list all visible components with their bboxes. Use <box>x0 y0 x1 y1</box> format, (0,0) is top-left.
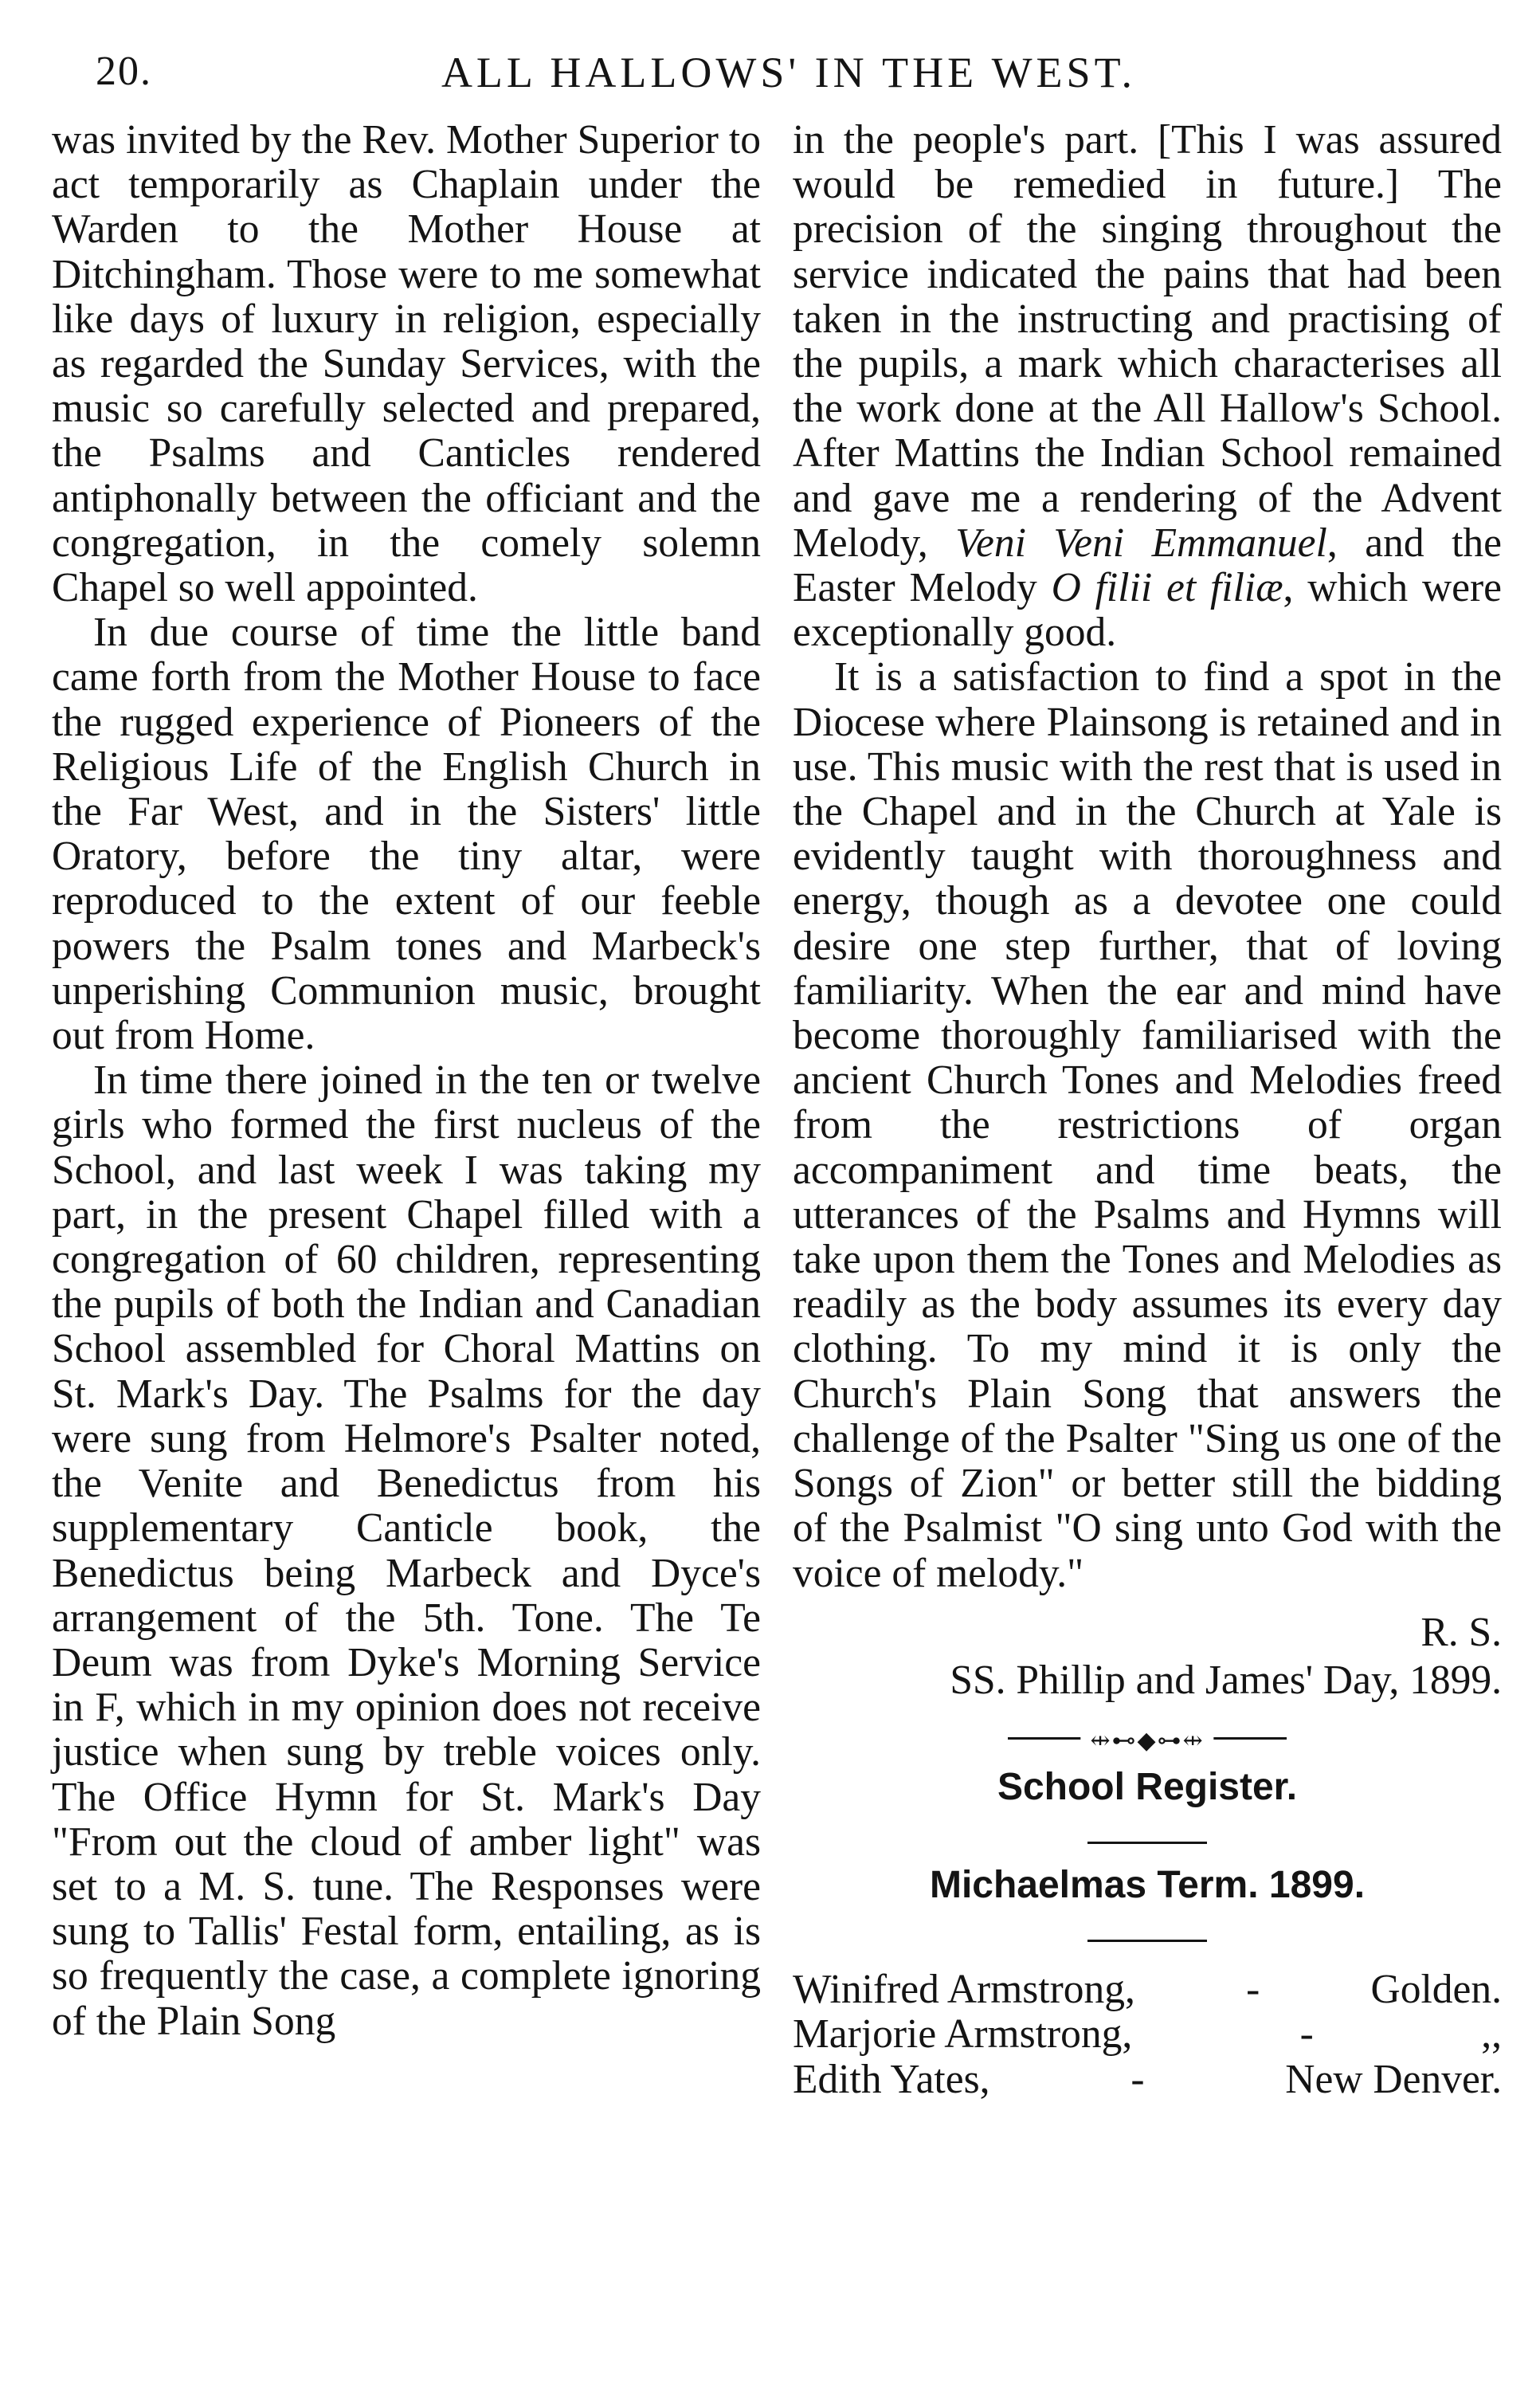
register-entry <box>793 2012 1502 2057</box>
paragraph-text: , which were exceptionally good. <box>793 565 1503 656</box>
subsection-heading: Michaelmas Term. 1899. <box>929 1864 1366 1907</box>
right-column <box>793 118 1502 2102</box>
register-list <box>793 1967 1502 2102</box>
paragraph: In due course of time the little band came forth from the Mother House to face the rugged experience of Pioneers of the Religious Life of the English Church in the Far West, and in the Sisters' little Oratory, before the tiny altar, were reproduced to the extent of our feeble powers the Psalm tones and Marbeck's unperishing Communion music, brought out from Home. <box>52 610 761 1059</box>
register-entry <box>793 2058 1502 2102</box>
page-header <box>96 48 1482 104</box>
paragraph-text: , and the Easter Melody <box>793 520 1502 611</box>
ornament-icon: ⇹⊷◆⊶⇹ <box>1080 1719 1213 1763</box>
paragraph: In time there joined in the ten or twelve girls who formed the first nucleus of the School, and last week I was taking my part, in the present Chapel filled with a congregation of 60 children, representing the pupils of both the Indian and Canadian School assembled for Choral Mattins on St. Mark's Day. The Psalms for the day were sung from Helmore's Psalter noted, the Venite and Benedictus from his supplementary Canticle book, the Benedictus being Marbeck and Dyce's arrangement of the 5th. Tone. The Te Deum was from Dyke's Morning Service in F, which in my opinion does not receive justice when sung by treble voices only. The Office Hymn for St. Mark's Day "From out the cloud of amber light" was set to a M. S. tune. The Responses were sung to Tallis' Festal form, entailing, as is so frequently the case, a complete ignoring of the Plain Song <box>52 1057 761 2044</box>
hymn-title-italic: O filii et filiæ <box>1051 565 1283 611</box>
dateline: SS. Phillip and James' Day, 1899. <box>950 1657 1502 1703</box>
pupil-name: Winifred Armstrong, <box>793 1967 1135 2013</box>
pupil-hometown: ,, <box>1481 2011 1502 2058</box>
pupil-name: Marjorie Armstrong, <box>793 2011 1133 2058</box>
pupil-name: Edith Yates, <box>793 2056 990 2102</box>
separator-dash: - <box>1299 2011 1314 2058</box>
pupil-hometown: New Denver. <box>1285 2056 1502 2102</box>
divider-rule <box>1087 1940 1207 1942</box>
paragraph <box>793 118 1502 655</box>
section-heading: School Register. <box>997 1766 1298 1809</box>
paragraph-text: in the people's part. [This I was assured would be remedied in future.] The precision of the singing throughout the service indicated the pains that had been taken in the instructing and practising of the pupils, a mark which characterises all the work done at the All Hallow's School. After Mattins the Indian School remained and gave me a rendering of the Advent Melody, <box>793 117 1502 566</box>
running-title: ALL HALLOWS' IN THE WEST. <box>441 49 1137 96</box>
register-entry <box>793 1967 1502 2012</box>
separator-dash: - <box>1131 2056 1145 2102</box>
signature: R. S. <box>1420 1609 1502 1655</box>
hymn-title-italic: Veni Veni Emmanuel <box>955 520 1327 566</box>
left-column <box>52 118 761 2044</box>
page-number: 20. <box>96 49 152 94</box>
paragraph: was invited by the Rev. Mother Superior to act temporarily as Chaplain under the Warden to the Mother House at Ditchingham. Those were to me somewhat like days of luxury in religion, especially as regarded the Sunday Services, with the music so carefully selected and prepared, the Psalms and Canticles rendered antiphonally between the officiant and the congregation, in the comely solemn Chapel so well appointed. <box>52 117 761 611</box>
pupil-hometown: Golden. <box>1370 1967 1502 2013</box>
paragraph: It is a satisfaction to find a spot in the Diocese where Plainsong is retained and in use. This music with the rest that is used in the Chapel and in the Church at Yale is evidently taught with thoroughness and energy, though as a devotee one could desire one step further, that of loving familiarity. When the ear and mind have become thoroughly familiarised with the ancient Church Tones and Melodies freed from the restrictions of organ accompaniment and time beats, the utterances of the Psalms and Hymns will take upon them the Tones and Melodies as readily as the body assumes its every day clothing. To my mind it is only the Church's Plain Song that answers the challenge of the Psalter "Sing us one of the Songs of Zion" or better still the bidding of the Psalmist "O sing unto God with the voice of melody." <box>793 654 1502 1596</box>
separator-dash: - <box>1246 1967 1260 2013</box>
divider-rule <box>1087 1842 1207 1844</box>
ornamental-divider <box>1008 1728 1287 1755</box>
